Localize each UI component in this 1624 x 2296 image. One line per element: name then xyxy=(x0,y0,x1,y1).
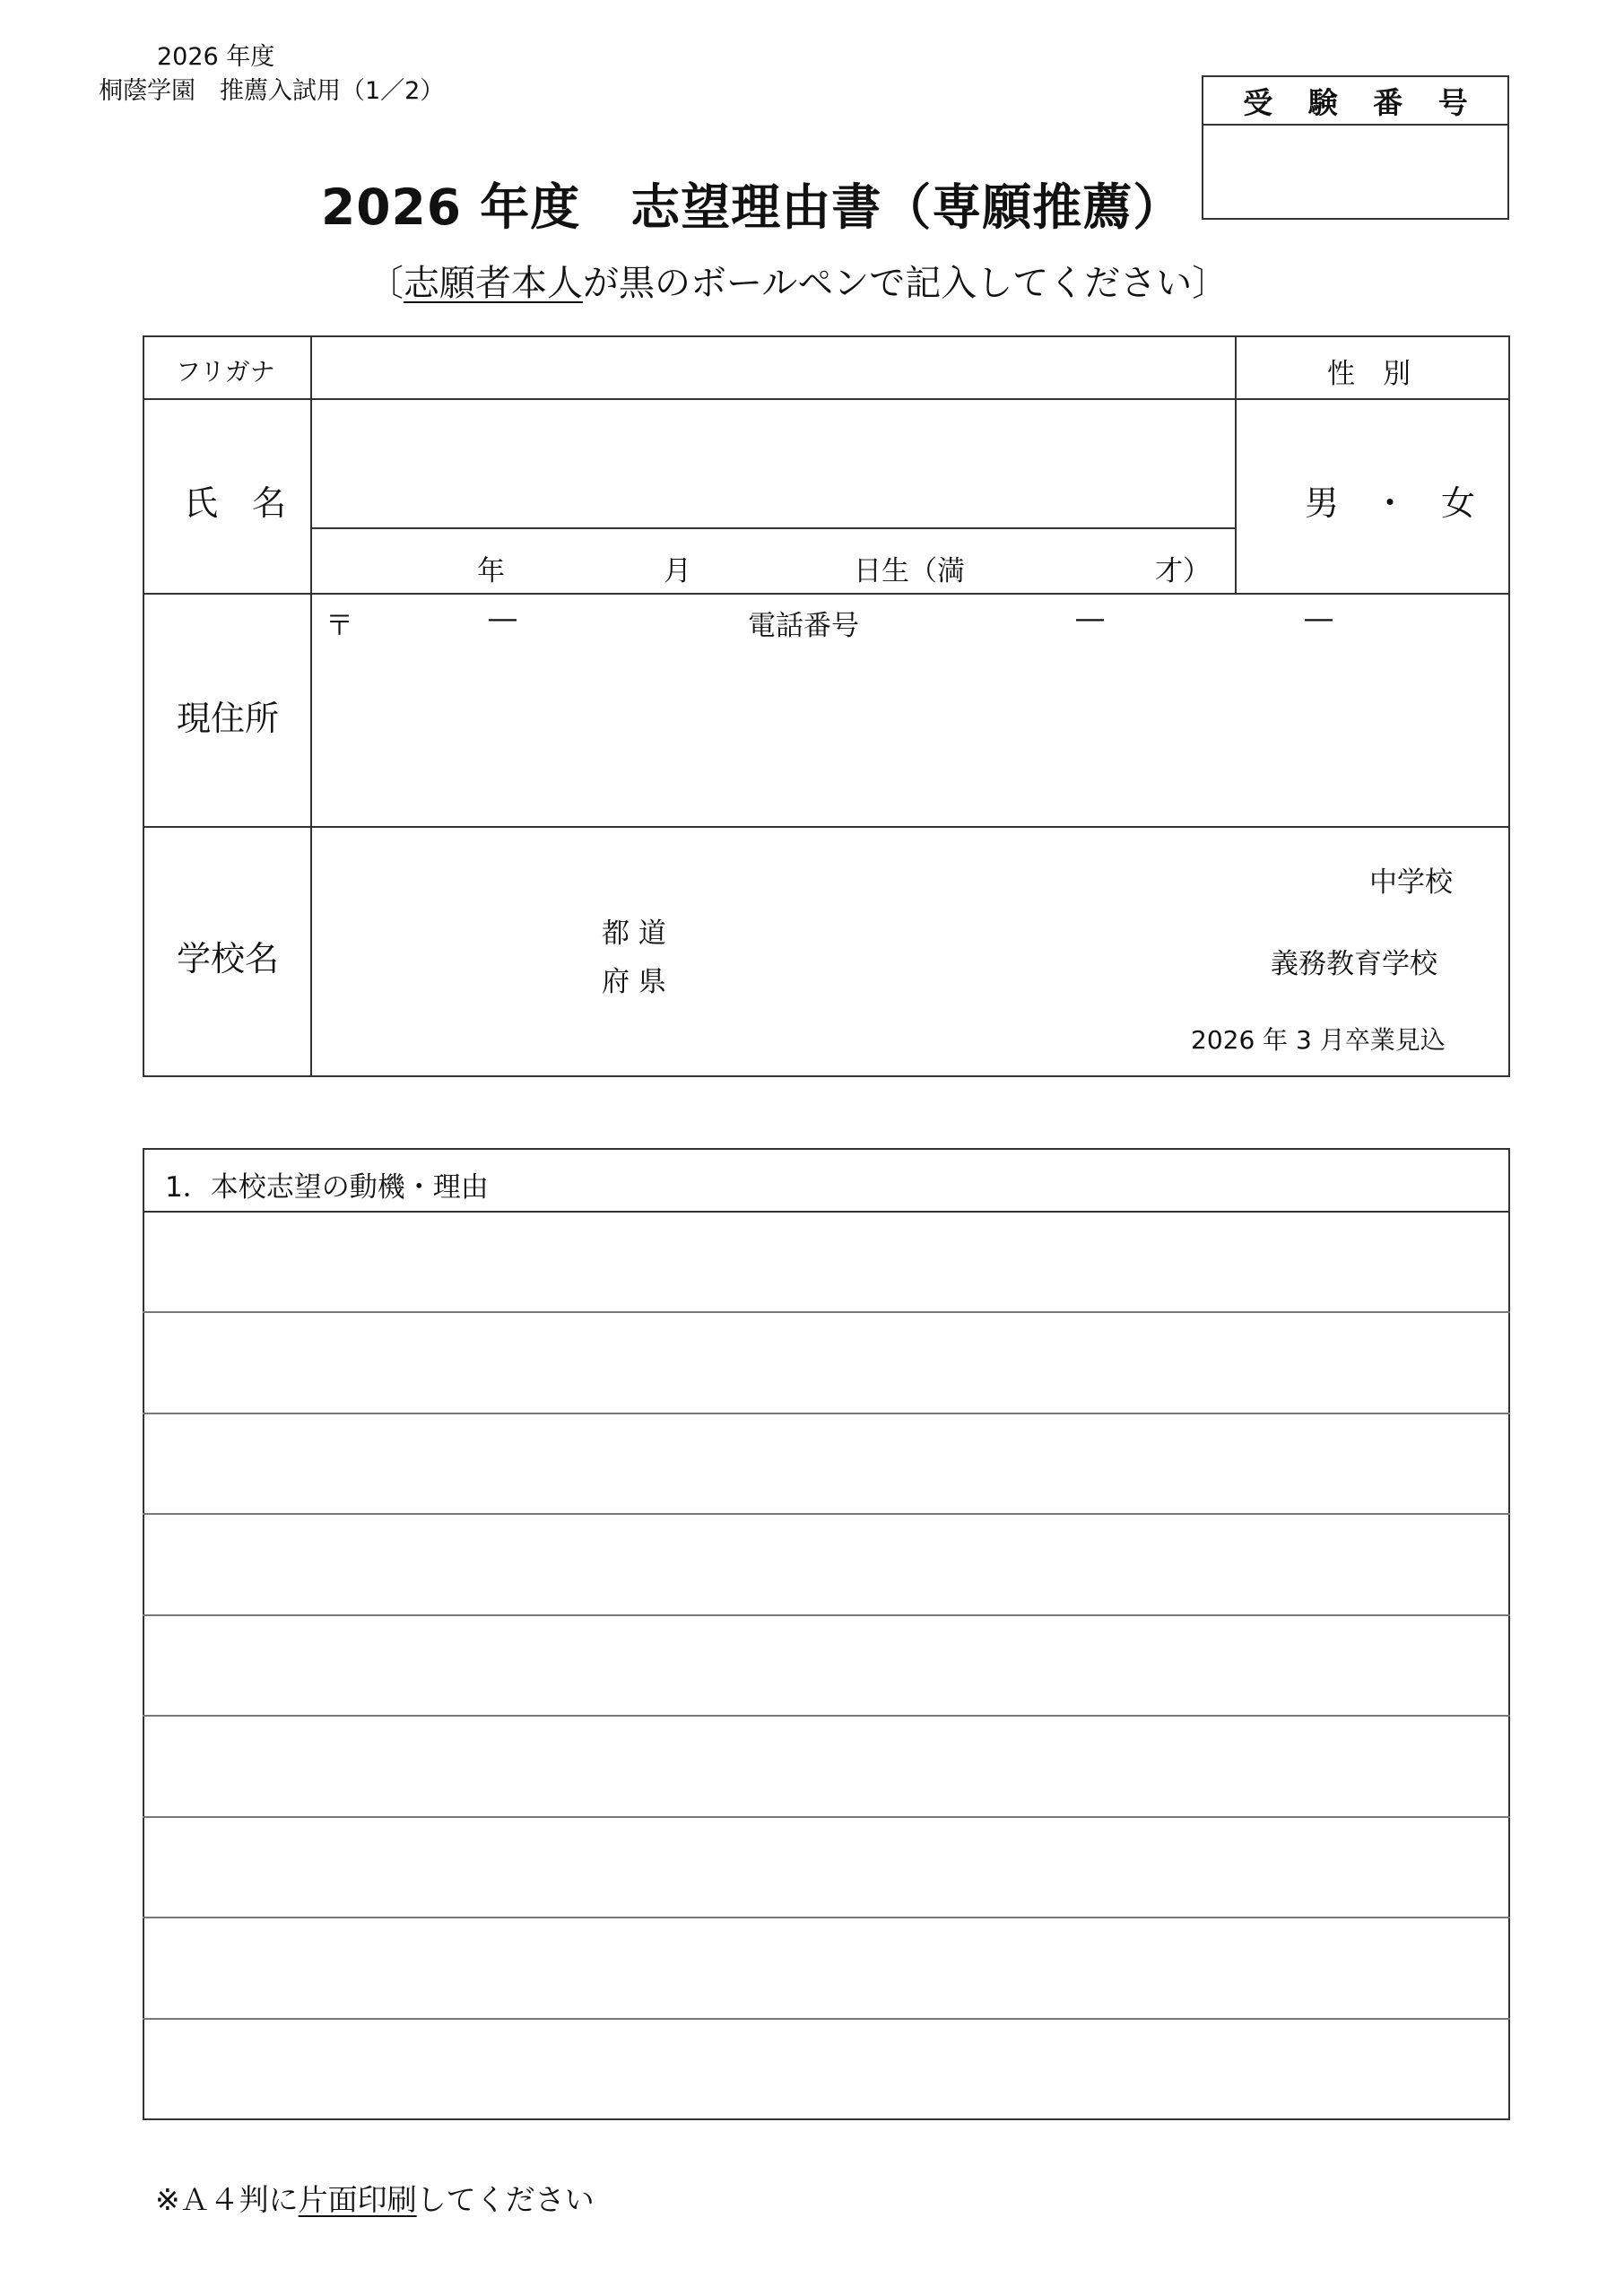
footnote-prefix: ※Ａ４判に xyxy=(155,2182,299,2217)
birth-age-end: 才） xyxy=(1155,555,1211,587)
graduation-expected: 2026 年 3 月卒業見込 xyxy=(1191,1025,1446,1055)
subtitle-underlined: 志願者本人 xyxy=(404,263,583,304)
address-label: 現住所 xyxy=(177,699,280,738)
prefecture-top: 都 道 xyxy=(602,918,666,950)
header-year: 2026 年度 xyxy=(157,43,275,71)
writing-line xyxy=(143,1513,1510,1515)
school-type-junior-high: 中学校 xyxy=(1369,866,1453,899)
writing-line xyxy=(143,2118,1510,2120)
phone-label: 電話番号 xyxy=(748,610,859,642)
footnote xyxy=(155,2177,595,2219)
name-label: 氏 名 xyxy=(184,483,287,523)
writing-line xyxy=(143,1614,1510,1616)
writing-line xyxy=(143,1413,1510,1414)
gender-label: 性 別 xyxy=(1327,358,1411,390)
footnote-underlined: 片面印刷 xyxy=(298,2182,417,2217)
school-field[interactable] xyxy=(312,828,1507,1074)
phone-dash-2: ― xyxy=(1305,603,1333,635)
writing-line xyxy=(143,1816,1510,1818)
name-field[interactable] xyxy=(312,400,1234,526)
birth-day: 日生（満 xyxy=(854,555,965,587)
birth-date-field[interactable] xyxy=(312,530,1234,592)
header-school: 桐蔭学園 推薦入試用（1／2） xyxy=(99,77,445,105)
writing-line xyxy=(143,1715,1510,1717)
gender-options[interactable]: 男 ・ 女 xyxy=(1305,483,1476,523)
birth-year: 年 xyxy=(477,555,505,587)
school-label: 学校名 xyxy=(177,939,280,978)
postal-mark: 〒 xyxy=(326,610,353,642)
exam-number-box xyxy=(1202,75,1509,220)
writing-line xyxy=(143,2018,1510,2020)
page-title: 2026 年度 志望理由書（専願推薦） xyxy=(321,178,1184,236)
footnote-suffix: してください xyxy=(416,2182,595,2217)
page-subtitle xyxy=(368,255,1228,306)
birth-month: 月 xyxy=(664,555,691,587)
writing-line xyxy=(143,1917,1510,1918)
school-type-compulsory: 義務教育学校 xyxy=(1271,948,1437,980)
subtitle-bracket: 〔 xyxy=(368,263,404,304)
section1-heading: 1．本校志望の動機・理由 xyxy=(165,1171,489,1204)
exam-number-field[interactable] xyxy=(1203,127,1507,218)
phone-dash-1: ― xyxy=(1076,603,1104,635)
prefecture-bottom: 府 県 xyxy=(602,966,666,998)
writing-line xyxy=(143,1311,1510,1313)
furigana-label: フリガナ xyxy=(176,357,275,387)
postal-dash: ― xyxy=(489,603,517,635)
subtitle-rest: が黒のボールペンで記入してください〕 xyxy=(583,263,1229,304)
furigana-field[interactable] xyxy=(312,337,1234,397)
exam-number-label: 受 験 番 号 xyxy=(1203,77,1507,126)
address-field[interactable] xyxy=(312,595,1507,825)
